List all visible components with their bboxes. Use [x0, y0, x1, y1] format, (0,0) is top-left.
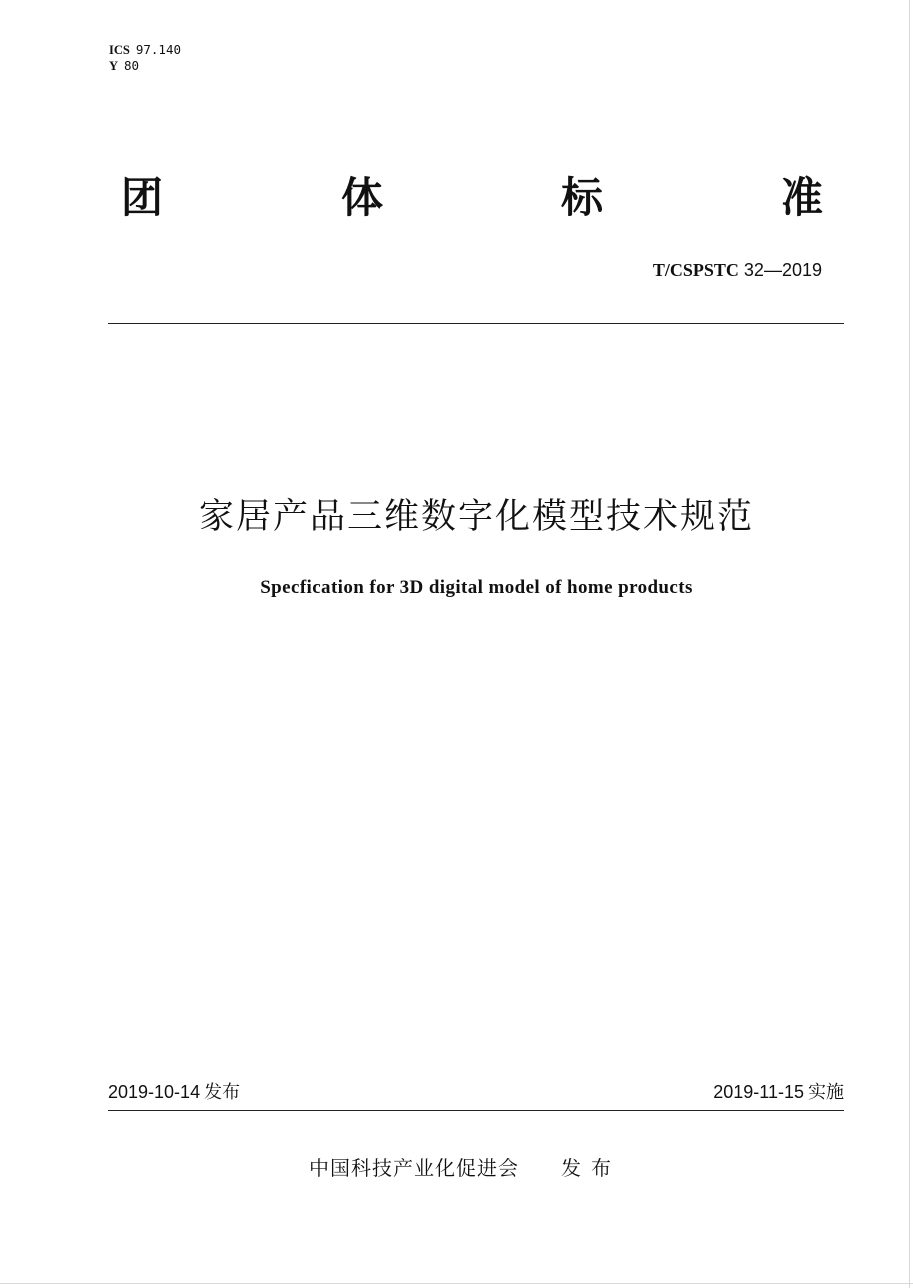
classification-value: 80: [124, 58, 140, 73]
banner-char: 团: [121, 173, 164, 222]
page-edge-bottom: [0, 1283, 913, 1284]
ics-code: [109, 42, 181, 58]
issue-date: 2019-10-14: [108, 1082, 201, 1102]
publisher-line: [309, 1154, 621, 1182]
document-title-english: Specfication for 3D digital model of home products: [260, 577, 693, 598]
issue-label: 发布: [204, 1082, 241, 1103]
publisher-organization: 中国科技产业化促进会: [309, 1156, 519, 1180]
ics-value: 97.140: [135, 42, 181, 57]
banner-char: 体: [341, 173, 384, 222]
standard-serial: 32—2019: [743, 260, 822, 280]
classification-code: [109, 58, 139, 74]
page-edge-right: [909, 0, 910, 1288]
banner-char: 标: [561, 173, 604, 222]
ics-label: ICS: [109, 43, 130, 57]
implementation-label: 实施: [808, 1082, 844, 1103]
issue-date-block: [108, 1080, 240, 1105]
classification-label: Y: [109, 59, 119, 73]
banner-char: 准: [781, 173, 824, 222]
document-title-chinese: 家居产品三维数字化模型技术规范: [198, 497, 754, 537]
implementation-date: 2019-11-15: [713, 1082, 804, 1102]
standard-number: [653, 259, 822, 282]
group-standard-banner: [105, 172, 850, 228]
header-divider: [108, 323, 844, 324]
standard-prefix: T/CSPSTC: [652, 260, 739, 280]
implementation-date-block: [713, 1080, 844, 1105]
publisher-action: 发布: [561, 1156, 621, 1180]
footer-divider: [108, 1110, 844, 1111]
